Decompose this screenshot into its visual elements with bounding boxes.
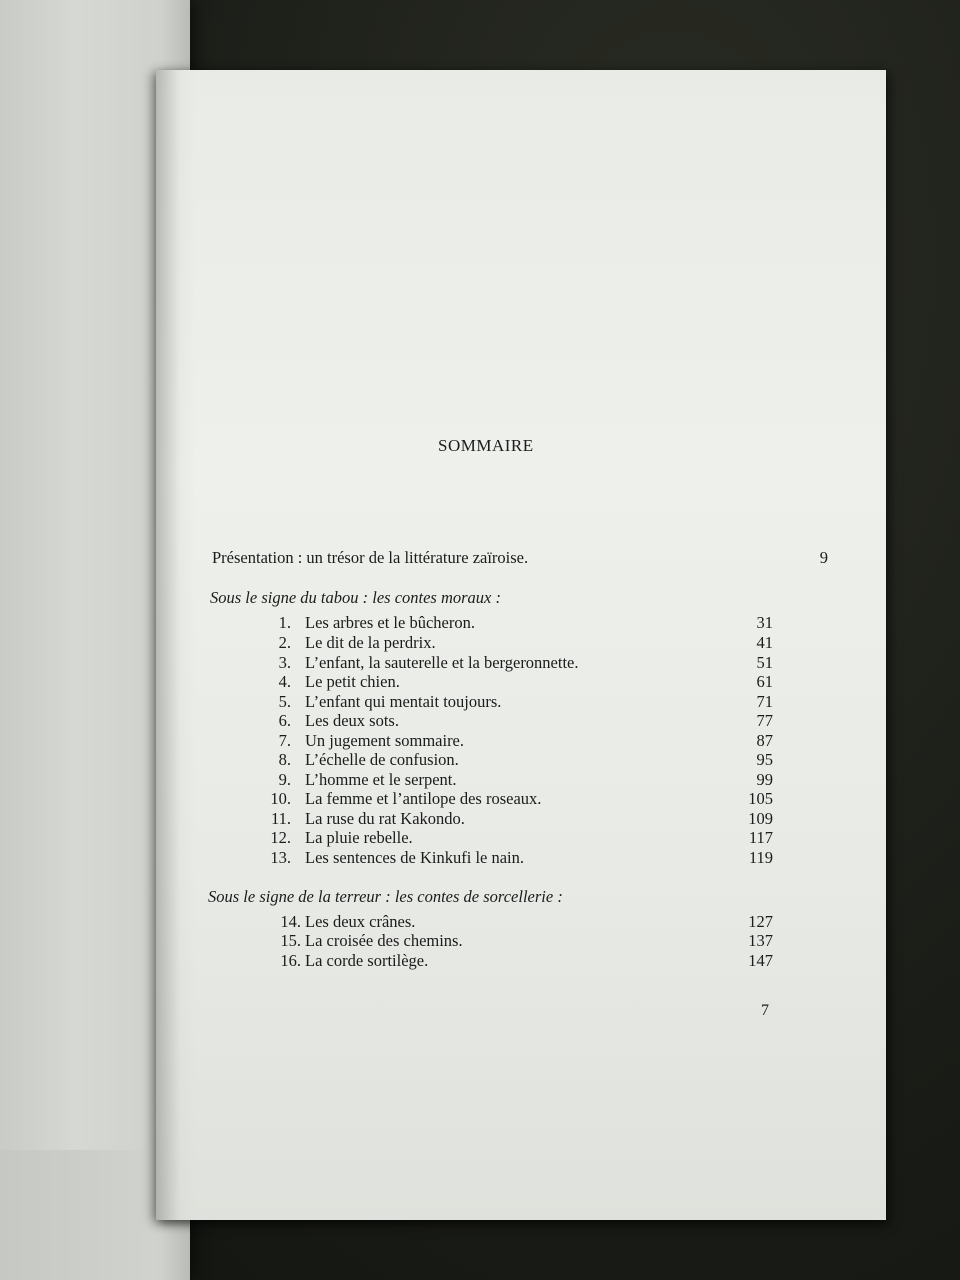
toc-entry-title: Le dit de la perdrix.	[305, 633, 436, 652]
toc-entry-number: 3.	[278, 653, 291, 672]
toc-entry-number: 6.	[278, 711, 291, 730]
toc-entry-title: L’enfant qui mentait toujours.	[305, 692, 502, 711]
toc-entry-title: Un jugement sommaire.	[305, 731, 465, 750]
toc-entry-page: 147	[748, 951, 773, 970]
toc-entry-page: 117	[748, 828, 773, 847]
toc-entry-page: 77	[756, 711, 773, 730]
toc-entry-number: 8.	[278, 750, 291, 769]
section-heading-moraux: Sous le signe du tabou : les contes moraux :	[210, 588, 501, 607]
toc-entry-number: 13.	[270, 848, 291, 867]
toc-entry-number: 16.	[280, 951, 301, 970]
toc-entry-title: Les arbres et le bûcheron.	[305, 613, 475, 632]
toc-entry-title: La corde sortilège.	[305, 951, 429, 970]
toc-entry-title: L’homme et le serpent.	[305, 770, 457, 789]
left-page-lower-edge	[0, 1150, 150, 1280]
toc-entry-number: 1.	[278, 613, 291, 632]
toc-entry-page: 41	[756, 633, 773, 652]
toc-entry-page: 61	[756, 672, 773, 691]
toc-entry-number: 7.	[278, 731, 291, 750]
toc-entry-page: 31	[756, 613, 773, 632]
toc-entry-number: 2.	[278, 633, 291, 652]
toc-entry-number: 15.	[280, 931, 301, 950]
toc-entry-page: 71	[756, 692, 773, 711]
toc-entry-page: 87	[756, 731, 773, 750]
toc-entry-page: 109	[748, 809, 773, 828]
toc-entry-title: Les deux crânes.	[305, 912, 416, 931]
toc-entry-title: La pluie rebelle.	[305, 828, 413, 847]
toc-entry-number: 14.	[280, 912, 301, 931]
toc-entry-number: 11.	[270, 809, 291, 828]
toc-entry-page: 137	[748, 931, 773, 950]
toc-entry-number: 9.	[278, 770, 291, 789]
toc-entry-number: 12.	[270, 828, 291, 847]
toc-entry-title: La croisée des chemins.	[305, 931, 463, 950]
toc-title: SOMMAIRE	[438, 436, 534, 455]
toc-entry-page: 105	[748, 789, 773, 808]
toc-entry-title: Les sentences de Kinkufi le nain.	[305, 848, 525, 867]
toc-entry-page: 95	[756, 750, 773, 769]
toc-entry-number: 5.	[278, 692, 291, 711]
section-heading-sorcellerie: Sous le signe de la terreur : les contes de sorcellerie :	[208, 887, 563, 906]
toc-entry-title: Le petit chien.	[305, 672, 400, 691]
page-folio: 7	[761, 1002, 769, 1019]
toc-entry-page: 99	[756, 770, 773, 789]
toc-entry-title: Les deux sots.	[305, 711, 399, 730]
toc-entry-title: La ruse du rat Kakondo.	[305, 809, 465, 828]
toc-entry-page: 127	[748, 912, 773, 931]
toc-content	[156, 70, 886, 1220]
toc-entry-number: 10.	[270, 789, 291, 808]
toc-entry-page: 51	[756, 653, 773, 672]
toc-entry-page: 119	[748, 848, 773, 867]
toc-entry-title: L’enfant, la sauterelle et la bergeronnette.	[305, 653, 579, 672]
table-of-contents-page	[156, 70, 886, 1220]
toc-entry-title: La femme et l’antilope des roseaux.	[305, 789, 542, 808]
toc-intro-page: 9	[819, 548, 828, 567]
toc-intro-label: Présentation : un trésor de la littérature zaïroise.	[212, 548, 529, 567]
toc-entry-title: L’échelle de confusion.	[305, 750, 459, 769]
toc-entry-number: 4.	[278, 672, 291, 691]
